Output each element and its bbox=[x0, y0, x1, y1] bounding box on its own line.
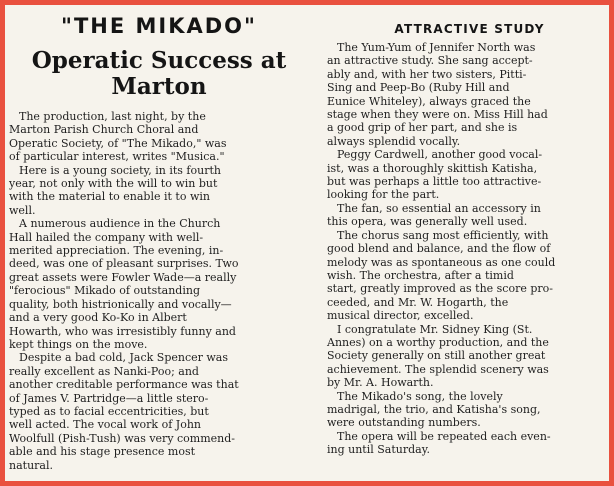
text-line: natural. bbox=[9, 458, 53, 472]
text-line: Woolfull (Pish-Tush) was very commend- bbox=[9, 431, 236, 445]
text-line: able and his stage presence most bbox=[9, 445, 196, 459]
text-line: ist, was a thoroughly skittish Katisha, bbox=[327, 161, 538, 175]
text-line: great assets were Fowler Wade—a really bbox=[9, 270, 237, 284]
paragraph bbox=[327, 229, 609, 323]
text-line: The opera will be repeated each even- bbox=[337, 429, 551, 443]
text-line: The production, last night, by the bbox=[19, 110, 206, 123]
text-line: Eunice Whiteley), always graced the bbox=[327, 94, 531, 108]
text-line: deed, was one of pleasant surprises. Two bbox=[9, 257, 239, 271]
paragraph bbox=[327, 148, 609, 202]
right-body bbox=[327, 41, 609, 457]
paragraph bbox=[327, 323, 609, 390]
text-line: kept things on the move. bbox=[9, 337, 148, 351]
text-line: and a very good Ko-Ko in Albert bbox=[9, 311, 187, 325]
article-headline bbox=[9, 48, 309, 100]
paragraph bbox=[327, 41, 609, 148]
text-line: this opera, was generally well used. bbox=[327, 215, 528, 229]
paragraph bbox=[9, 164, 309, 218]
text-line: quality, both histrionically and vocally— bbox=[9, 297, 232, 311]
text-line: ably and, with her two sisters, Pitti- bbox=[327, 67, 527, 81]
paragraph bbox=[327, 430, 609, 457]
text-line: wish. The orchestra, after a timid bbox=[327, 268, 514, 282]
text-line: looking for the part. bbox=[327, 188, 440, 202]
text-line: musical director, excelled. bbox=[327, 309, 474, 323]
newspaper-clipping bbox=[5, 5, 609, 481]
headline-line: Marton bbox=[111, 73, 207, 100]
text-line: Society generally on still another great bbox=[327, 349, 546, 363]
text-line: really excellent as Nanki-Poo; and bbox=[9, 364, 199, 378]
text-line: Peggy Cardwell, another good vocal- bbox=[337, 148, 543, 162]
text-line: Despite a bad cold, Jack Spencer was bbox=[19, 351, 228, 365]
text-line: Hall hailed the company with well- bbox=[9, 230, 204, 244]
text-line: The Mikado's song, the lovely bbox=[337, 389, 503, 403]
text-line: typed as to facial eccentricities, but bbox=[9, 404, 209, 418]
text-line: ceeded, and Mr. W. Hogarth, the bbox=[327, 295, 509, 309]
text-line: with the material to enable it to win bbox=[9, 190, 210, 204]
text-line: another creditable performance was that bbox=[9, 378, 239, 392]
text-line: stage when they were on. Miss Hill had bbox=[327, 108, 548, 122]
text-line: melody was as spontaneous as one could bbox=[327, 255, 556, 269]
text-line: The fan, so essential an accessory in bbox=[337, 201, 541, 215]
text-line: The chorus sang most efficiently, with bbox=[337, 228, 549, 242]
text-line: always splendid vocally. bbox=[327, 134, 461, 148]
text-line: but was perhaps a little too attractive- bbox=[327, 175, 542, 189]
text-line: year, not only with the will to win but bbox=[9, 177, 218, 191]
text-line: an attractive study. She sang accept- bbox=[327, 54, 533, 68]
text-line: merited appreciation. The evening, in- bbox=[9, 244, 224, 258]
text-line: a good grip of her part, and she is bbox=[327, 121, 518, 135]
left-column bbox=[9, 5, 309, 472]
text-line: "ferocious" Mikado of outstanding bbox=[9, 284, 200, 298]
text-line: were outstanding numbers. bbox=[327, 416, 481, 430]
text-line: start, greatly improved as the score pro- bbox=[327, 282, 553, 296]
headline-line: Operatic Success at bbox=[31, 47, 287, 74]
text-line: achievement. The splendid scenery was bbox=[327, 362, 549, 376]
text-line: of James V. Partridge—a little stero- bbox=[9, 391, 209, 405]
text-line: Annes) on a worthy production, and the bbox=[327, 335, 549, 349]
text-line: ing until Saturday. bbox=[327, 443, 430, 457]
paragraph bbox=[327, 202, 609, 229]
article-kicker: "THE MIKADO" bbox=[61, 14, 257, 38]
text-line: well. bbox=[9, 203, 36, 217]
text-line: well acted. The vocal work of John bbox=[9, 418, 201, 432]
text-line: by Mr. A. Howarth. bbox=[327, 376, 434, 390]
text-line: of particular interest, writes "Musica." bbox=[9, 150, 225, 164]
text-line: A numerous audience in the Church bbox=[19, 217, 221, 231]
text-line: The Yum-Yum of Jennifer North was bbox=[337, 41, 536, 54]
right-column bbox=[327, 5, 609, 457]
text-line: Howarth, who was irresistibly funny and bbox=[9, 324, 236, 338]
text-line: I congratulate Mr. Sidney King (St. bbox=[337, 322, 533, 336]
section-subhead: ATTRACTIVE STUDY bbox=[394, 22, 545, 36]
text-line: Sing and Peep-Bo (Ruby Hill and bbox=[327, 81, 510, 95]
text-line: Here is a young society, in its fourth bbox=[19, 163, 221, 177]
text-line: Marton Parish Church Choral and bbox=[9, 123, 199, 137]
paragraph bbox=[327, 390, 609, 430]
text-line: Operatic Society, of "The Mikado," was bbox=[9, 136, 227, 150]
paragraph bbox=[9, 217, 309, 351]
left-body bbox=[9, 110, 309, 472]
text-line: madrigal, the trio, and Katisha's song, bbox=[327, 402, 541, 416]
paragraph bbox=[9, 110, 309, 164]
paragraph bbox=[9, 351, 309, 472]
text-line: good blend and balance, and the flow of bbox=[327, 242, 551, 256]
